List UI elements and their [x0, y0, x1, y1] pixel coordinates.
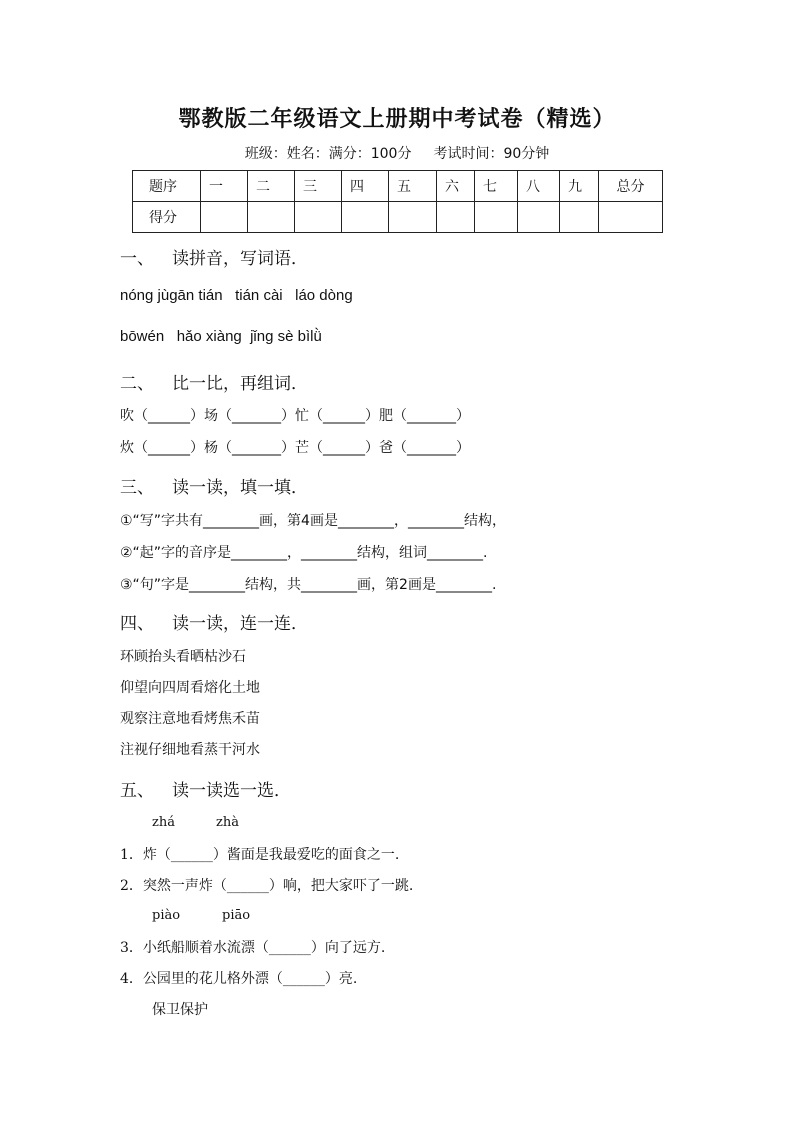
header-cell: 总分	[599, 171, 663, 202]
section-title: 读拼音，写词语．	[172, 249, 308, 269]
choose-question-4: 4．公园里的花儿格外漂（______）亮.	[120, 971, 358, 987]
header-cell: 题序	[133, 171, 201, 202]
pinyin-option-a: zhá	[152, 815, 175, 830]
exam-time: 考试时间：90分钟	[433, 146, 550, 162]
compare-line-1: 吹（______）场（_______）忙（______）肥（_______）	[120, 408, 470, 424]
header-cell: 一	[201, 171, 248, 202]
exam-info	[0, 143, 794, 163]
header-cell: 五	[389, 171, 437, 202]
header-cell: 三	[295, 171, 342, 202]
score-cell[interactable]	[518, 202, 560, 233]
pinyin-option-d: piāo	[222, 908, 251, 923]
pinyin-line-1: nóng jùgān tián tián cài láo dòng	[120, 287, 353, 304]
connect-line-3: 观察注意地看烤焦禾苗	[120, 711, 260, 727]
section-number: 一、	[120, 249, 154, 269]
score-cell[interactable]	[437, 202, 475, 233]
score-header-row	[133, 171, 663, 202]
word-options: 保卫保护	[152, 1002, 208, 1018]
pinyin-option-b: zhà	[216, 815, 239, 830]
connect-line-4: 注视仔细地看蒸干河水	[120, 742, 260, 758]
score-cell[interactable]	[248, 202, 295, 233]
page-title: 鄂教版二年级语文上册期中考试卷（精选）	[178, 107, 616, 132]
fill-line-1: ①“写”字共有________画，第4画是________，________结构，	[120, 513, 506, 529]
score-cell[interactable]	[475, 202, 518, 233]
score-table	[132, 170, 663, 233]
fill-line-3: ③“句”字是________结构，共________画，第2画是________.	[120, 577, 497, 593]
section-title: 读一读选一选．	[172, 781, 291, 801]
score-row-label: 得分	[133, 202, 201, 233]
section-heading-4	[120, 609, 308, 634]
section-heading-2	[120, 369, 308, 394]
student-info: 班级：姓名：满分：100分	[244, 146, 412, 162]
connect-line-2: 仰望向四周看熔化土地	[120, 680, 260, 696]
choose-question-1: 1．炸（______）酱面是我最爱吃的面食之一.	[120, 847, 400, 863]
header-cell: 七	[475, 171, 518, 202]
section-title: 比一比，再组词．	[172, 374, 308, 394]
header-cell: 二	[248, 171, 295, 202]
score-row	[133, 202, 663, 233]
compare-line-2: 炊（______）杨（_______）芒（______）爸（_______）	[120, 440, 470, 456]
section-title: 读一读，连一连．	[172, 614, 308, 634]
score-cell[interactable]	[295, 202, 342, 233]
section-number: 五、	[120, 781, 154, 801]
score-cell[interactable]	[560, 202, 599, 233]
section-number: 三、	[120, 478, 154, 498]
pinyin-option-c: piào	[152, 908, 181, 923]
connect-line-1: 环顾抬头看晒枯沙石	[120, 649, 246, 665]
header-cell: 九	[560, 171, 599, 202]
section-number: 二、	[120, 374, 154, 394]
header-cell: 四	[342, 171, 389, 202]
choose-question-3: 3．小纸船顺着水流漂（______）向了远方.	[120, 940, 386, 956]
header-cell: 八	[518, 171, 560, 202]
score-cell[interactable]	[201, 202, 248, 233]
section-heading-3	[120, 473, 308, 498]
score-cell[interactable]	[389, 202, 437, 233]
section-title: 读一读，填一填．	[172, 478, 308, 498]
pinyin-line-2: bōwén hǎo xiàng jǐng sè bìlǜ	[120, 328, 322, 345]
section-heading-1	[120, 244, 308, 269]
header-cell: 六	[437, 171, 475, 202]
fill-line-2: ②“起”字的音序是________，________结构，组词________.	[120, 545, 488, 561]
score-cell[interactable]	[342, 202, 389, 233]
section-heading-5	[120, 776, 291, 801]
section-number: 四、	[120, 614, 154, 634]
score-cell[interactable]	[599, 202, 663, 233]
choose-question-2: 2．突然一声炸（______）响，把大家吓了一跳.	[120, 878, 414, 894]
